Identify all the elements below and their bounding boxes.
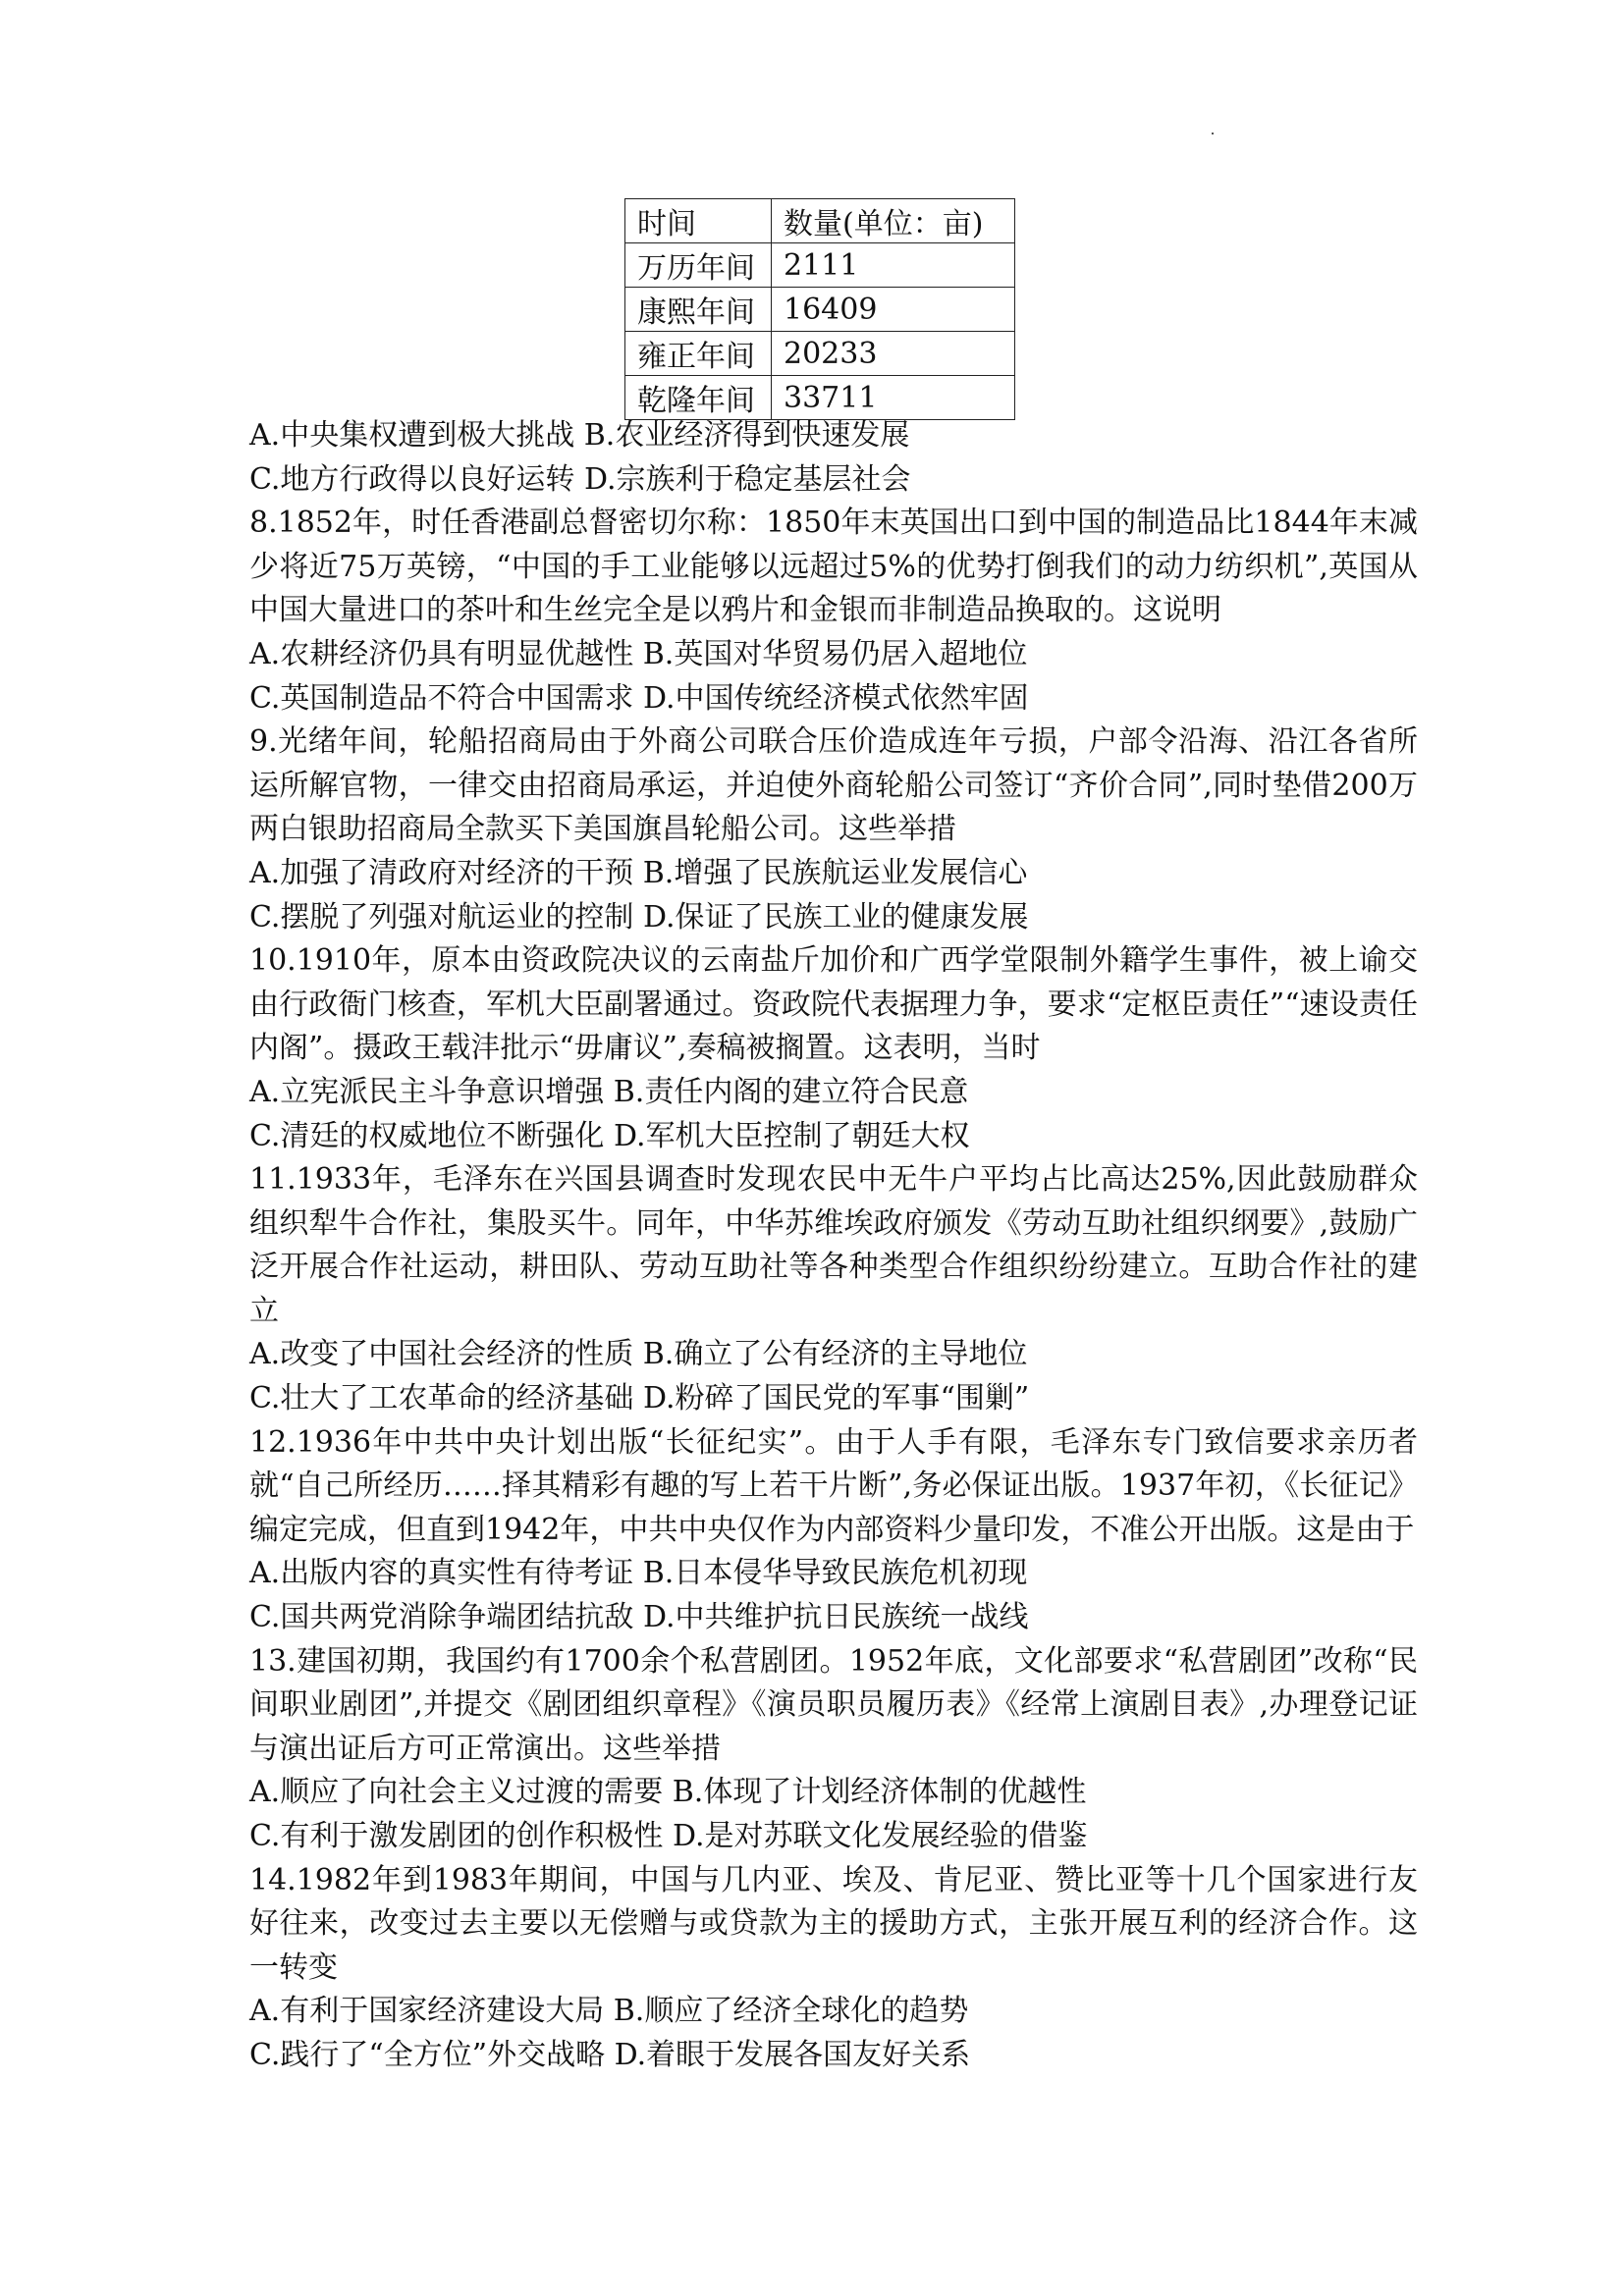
question-14-option-cd: C.践行了“全方位”外交战略 D.着眼于发展各国友好关系: [249, 2037, 971, 2072]
question-12-stem: 12.1936年中共中央计划出版“长征纪实”。由于人手有限，毛泽东专门致信要求亲历者就“自己所经历……择其精彩有趣的写上若干片断”,务必保证出版。1937年初，《长征记》编定完成，但直到1942年，中共中央仅作为内部资料少量印发，不准公开出版。这是由于: [249, 1424, 1418, 1547]
table-cell: 万历年间: [625, 243, 772, 288]
table-row: [625, 243, 1015, 288]
table-header-cell: 数量(单位：亩): [772, 199, 1015, 243]
page-mark: [1212, 133, 1214, 134]
table-header-cell: 时间: [625, 199, 772, 243]
q7-option-cd: C.地方行政得以良好运转 D.宗族利于稳定基层社会: [249, 461, 911, 497]
question-8-option-cd: C.英国制造品不符合中国需求 D.中国传统经济模式依然牢固: [249, 680, 1029, 716]
table-cell: 20233: [772, 332, 1015, 376]
question-13-option-cd: C.有利于激发剧团的创作积极性 D.是对苏联文化发展经验的借鉴: [249, 1819, 1088, 1853]
question-11-option-ab: A.改变了中国社会经济的性质 B.确立了公有经济的主导地位: [249, 1337, 1028, 1372]
question-12-option-cd: C.国共两党消除争端团结抗敌 D.中共维护抗日民族统一战线: [249, 1600, 1029, 1635]
question-10-option-ab: A.立宪派民主斗争意识增强 B.责任内阁的建立符合民意: [249, 1074, 969, 1109]
question-content: [249, 414, 1418, 2078]
question-9-option-ab: A.加强了清政府对经济的干预 B.增强了民族航运业发展信心: [249, 855, 1028, 890]
table-cell: 33711: [772, 376, 1015, 420]
table-cell: 16409: [772, 288, 1015, 332]
question-11-option-cd: C.壮大了工农革命的经济基础 D.粉碎了国民党的军事“围剿”: [249, 1381, 1030, 1416]
question-8-option-ab: A.农耕经济仍具有明显优越性 B.英国对华贸易仍居入超地位: [249, 636, 1028, 671]
question-14-option-ab: A.有利于国家经济建设大局 B.顺应了经济全球化的趋势: [249, 1994, 969, 2029]
question-13-stem: 13.建国初期，我国约有1700余个私营剧团。1952年底，文化部要求“私营剧团”改称“民间职业剧团”,并提交《剧团组织章程》《演员职员履历表》《经常上演剧目表》,办理登记证与演出证后方可正常演出。这些举措: [249, 1643, 1418, 1766]
question-10-option-cd: C.清廷的权威地位不断强化 D.军机大臣控制了朝廷大权: [249, 1118, 970, 1153]
question-10-stem: 10.1910年，原本由资政院决议的云南盐斤加价和广西学堂限制外籍学生事件，被上谕交由行政衙门核查，军机大臣副署通过。资政院代表据理力争，要求“定枢臣责任”“速设责任内阁”。摄政王载沣批示“毋庸议”,奏稿被搁置。这表明，当时: [249, 943, 1418, 1066]
table-cell: 雍正年间: [625, 332, 772, 376]
question-13-option-ab: A.顺应了向社会主义过渡的需要 B.体现了计划经济体制的优越性: [249, 1775, 1087, 1810]
question-11-stem: 11.1933年，毛泽东在兴国县调查时发现农民中无牛户平均占比高达25%,因此鼓励群众组织犁牛合作社，集股买牛。同年，中华苏维埃政府颁发《劳动互助社组织纲要》,鼓励广泛开展合作社运动，耕田队、劳动互助社等各种类型合作组织纷纷建立。互助合作社的建立: [249, 1162, 1418, 1328]
q7-option-ab: A.中央集权遭到极大挑战 B.农业经济得到快速发展: [249, 418, 910, 453]
question-8-stem: 8.1852年，时任香港副总督密切尔称：1850年末英国出口到中国的制造品比1844年末减少将近75万英镑，“中国的手工业能够以远超过5%的优势打倒我们的动力纺织机”,英国从中国大量进口的茶叶和生丝完全是以鸦片和金银而非制造品换取的。这说明: [249, 506, 1418, 628]
question-12-option-ab: A.出版内容的真实性有待考证 B.日本侵华导致民族危机初现: [249, 1556, 1028, 1591]
data-table: [624, 198, 1015, 420]
table-row: [625, 332, 1015, 376]
question-14-stem: 14.1982年到1983年期间，中国与几内亚、埃及、肯尼亚、赞比亚等十几个国家进行友好往来，改变过去主要以无偿赠与或贷款为主的援助方式，主张开展互利的经济合作。这一转变: [249, 1862, 1418, 1985]
question-9-option-cd: C.摆脱了列强对航运业的控制 D.保证了民族工业的健康发展: [249, 899, 1029, 934]
table-header-row: [625, 199, 1015, 243]
table-cell: 2111: [772, 243, 1015, 288]
table-row: [625, 288, 1015, 332]
table-row: [625, 376, 1015, 420]
question-9-stem: 9.光绪年间，轮船招商局由于外商公司联合压价造成连年亏损，户部令沿海、沿江各省所运所解官物，一律交由招商局承运，并迫使外商轮船公司签订“齐价合同”,同时垫借200万两白银助招商局全款买下美国旗昌轮船公司。这些举措: [249, 724, 1418, 847]
table-cell: 康熙年间: [625, 288, 772, 332]
table-cell: 乾隆年间: [625, 376, 772, 420]
